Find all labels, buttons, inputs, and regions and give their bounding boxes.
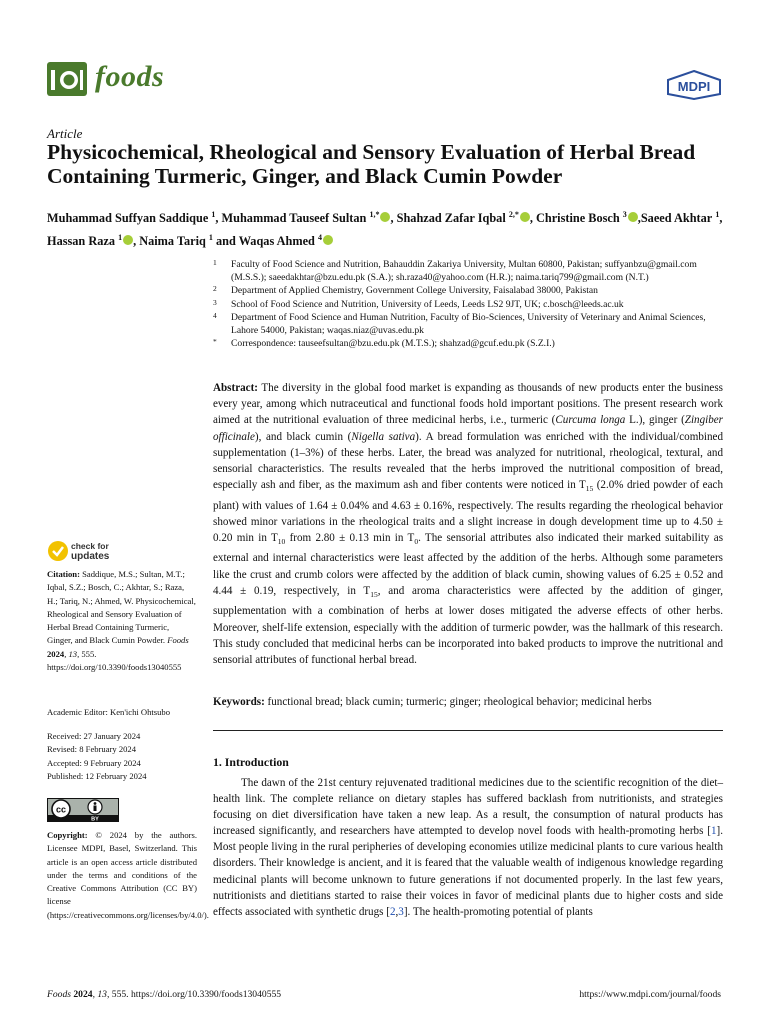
author-name: Shahzad Zafar Iqbal [396, 211, 506, 226]
author-affiliation-mark: 2,* [508, 210, 519, 219]
check-for-updates-button[interactable] [47, 540, 127, 564]
foods-logo-icon [47, 62, 87, 96]
citation-doi: , 555. https://doi.org/10.3390/foods13040555 [47, 648, 182, 673]
abstract-text: ), and black cumin ( [254, 430, 352, 443]
footer-journal: Foods [47, 989, 71, 1000]
orcid-icon[interactable] [123, 235, 133, 245]
affiliation-text: Correspondence: tauseefsultan@bzu.edu.pk (M.T.S.); shahzad@gcuf.edu.pk (S.Z.I.) [231, 338, 555, 350]
affiliation-text: Department of Food Science and Human Nutrition, Faculty of Bio-Sciences, University of Veterinary and Animal Sciences, Lahore 54000, Pakistan; waqas.niaz@uvas.edu.pk [231, 311, 706, 337]
intro-text: , [395, 905, 399, 918]
keywords [213, 694, 723, 710]
citation-year: 2024 [47, 648, 65, 659]
abstract-text: (2.0% dried powder of each plant) with values of 1.64 ± 0.04% and 4.63 ± 0.16%, respectively. The results regarding the rheological behavior showed minor variations in the rheological traits and a slight increase in dough development time up to 4.50 ± 0.20 min in T [213, 479, 724, 545]
section-divider [213, 730, 723, 731]
affiliations [213, 258, 723, 350]
subscript: 15 [585, 484, 594, 494]
subscript: 10 [277, 537, 286, 547]
intro-body [213, 775, 723, 920]
copyright-label: Copyright: [47, 830, 88, 840]
author-separator: , [390, 211, 397, 226]
affiliation-number: 2 [213, 284, 217, 294]
check-updates-line2: updates [71, 551, 110, 562]
mdpi-logo-icon [666, 70, 722, 100]
intro-text: The dawn of the 21st century rejuvenated traditional medicines due to the scientific recognition of the diet–health link. The complete reliance on dietary staples has suffered backlash from nutritionists, and strategies focusing on diet diversification have taken a new leap. As a result, the consumption of natural products has increased significantly, and researchers have attempted to develop novel foods with health-promoting herbs [ [213, 777, 723, 838]
svg-text:cc: cc [55, 804, 67, 815]
abstract-text: , and aroma characteristics were affected by the addition of ginger, supplementation with a combination of herbs at lower doses mitigated the adverse effects of other herbs. Moreover, shelf-life extension, especially with the addition of turmeric powder, was the hallmark of this research. This study concluded that medicinal herbs can be incorporated into baked products to improve the nutritional and sensorial attributes of functional herbal bread. [213, 584, 723, 666]
article-title: Physicochemical, Rheological and Sensory Evaluation of Herbal Bread Containing Turmeric, Ginger, and Black Cumin Powder [47, 140, 696, 188]
author-name: Muhammad Tauseef Sultan [221, 211, 367, 226]
citation-link[interactable]: 1 [710, 825, 717, 838]
keywords-text: functional bread; black cumin; turmeric; ginger; rheological behavior; medicinal herbs [264, 696, 652, 708]
check-updates-label [71, 541, 109, 562]
author-affiliation-mark: 1 [118, 233, 123, 243]
orcid-icon[interactable] [628, 212, 638, 222]
check-updates-line1: check for [71, 541, 109, 551]
citation-block [47, 568, 197, 674]
citation-text: Saddique, M.S.; Sultan, M.T.; Iqbal, S.Z.; Bosch, C.; Akhtar, S.; Raza, H.; Tariq, N.; Ahmed, W. Physicochemical, Rheological and Sensory Evaluation of Herbal Bread Containing Turmeric, Ginger, and Black Cumin Powder. [47, 569, 196, 646]
cc-by-license-icon[interactable] [47, 798, 119, 822]
author-affiliation-mark: 1 [211, 210, 216, 219]
abstract-text: The diversity in the global food market is expanding as thousands of new products enter the business every year, among which nutraceutical and functional foods hold important positions. The present research work aimed at the nutritional evaluation of three medicinal herbs, i.e., turmeric ( [213, 382, 723, 427]
author-name: Saeed Akhtar [640, 211, 713, 226]
author-separator: , [719, 211, 723, 226]
publisher-name: MDPI [677, 79, 711, 94]
citation-volume: , 13 [64, 648, 78, 659]
intro-text: ]. The health-promoting potential of plants [403, 905, 593, 918]
citation-journal: Foods [167, 635, 189, 646]
affiliation-text: Faculty of Food Science and Nutrition, Bahauddin Zakariya University, Multan 60800, Pakistan; suffyanbzu@gmail.com (M.S.S.); saeedakhtar@bzu.edu.pk (S.A.); sh.raza40@yahoo.com (H.R.); naima.tariq799@gmail.com (N.T.) [231, 259, 697, 284]
affiliation-number: 3 [213, 297, 217, 307]
affiliation-text: Department of Applied Chemistry, Government College University, Faisalabad 38000, Pakistan [231, 285, 598, 297]
journal-url-link[interactable]: https://www.mdpi.com/journal/foods [579, 989, 721, 1000]
abstract-text: . The sensorial attributes also indicated their marked suitability as external and internal characteristics were least affected by the addition of the herbs. Although some parameters like the crust and crumb colors were affected by the addition of black cumin, showing values of 6.25 ± 0.52 and 4.44 ± 0.19, respectively, in T [213, 532, 724, 597]
author-affiliation-mark: 3 [622, 210, 627, 219]
intro-text: ]. Most people living in the rural peripheries of developing economies utilize medicinal plants to cure various health disorders. Their knowledge is ancient, and it is feared that the valuable wealth of indigenous knowledge regarding medicinal plants will become unknown to future generations if not documented properly. In the last few years, nutritionists and dietitians started to raise their voices in favor of medicinal plants due to higher costs and side effects associated with synthetic drugs [ [213, 825, 723, 918]
abstract-text: L.), ginger ( [625, 414, 685, 427]
subscript: 15 [370, 590, 378, 600]
author-separator: and [212, 234, 239, 249]
author-list [47, 205, 737, 251]
copyright-text: © 2024 by the authors. Licensee MDPI, Basel, Switzerland. This article is an open access article distributed under the terms and conditions of the Creative Commons Attribution (CC BY) license (https://creativecommons.org/licenses/by/4.0/). [47, 830, 209, 920]
keywords-label: Keywords: [213, 696, 265, 708]
orcid-icon[interactable] [323, 235, 333, 245]
abstract [213, 380, 723, 668]
intro-heading: 1. Introduction [213, 755, 289, 769]
academic-editor: Academic Editor: Ken'ichi Ohtsubo [47, 707, 171, 717]
footer-year: 2024 [70, 989, 93, 1000]
cc-label: BY [91, 816, 99, 822]
author-name: Naima Tariq [139, 234, 206, 249]
affiliation-item [213, 298, 723, 311]
author-affiliation-mark: 1,* [369, 210, 380, 219]
author-name: Waqas Ahmed [238, 234, 315, 249]
footer-citation [47, 989, 281, 1000]
author-separator: , [529, 211, 536, 226]
affiliation-number: 1 [213, 258, 217, 267]
affiliation-number: * [213, 337, 217, 347]
footer-volume: , 13 [92, 989, 107, 1000]
article-type: Article [47, 126, 83, 141]
affiliation-item [213, 311, 723, 337]
citation-label: Citation: [47, 569, 80, 579]
author-separator: , [133, 234, 140, 249]
affiliation-text: School of Food Science and Nutrition, University of Leeds, Leeds LS2 9JT, UK; c.bosch@leeds.ac.uk [231, 298, 624, 310]
footer-doi: , 555. https://doi.org/10.3390/foods13040555 [106, 989, 282, 1000]
check-updates-icon [47, 540, 69, 562]
author-affiliation-mark: 1 [715, 210, 720, 219]
accepted-date: Accepted: 9 February 2024 [47, 757, 141, 768]
author-affiliation-mark: 1 [208, 233, 213, 243]
citation-link[interactable]: 2 [389, 905, 396, 918]
affiliation-item [213, 284, 723, 297]
subscript: 0 [414, 537, 419, 547]
orcid-icon[interactable] [380, 212, 390, 222]
affiliation-number: 4 [213, 310, 217, 320]
species-name: Zingiber officinale [213, 414, 723, 443]
abstract-text: from 2.80 ± 0.13 min in T [285, 532, 415, 545]
published-date: Published: 12 February 2024 [47, 770, 147, 781]
species-name: Curcuma longa [555, 414, 626, 427]
species-name: Nigella sativa [351, 430, 416, 443]
abstract-text: ). A bread formulation was enriched with the individual/combined supplementation (1–3%) of these herbs. Later, the bread was analyzed for nutritional, rheological, textural, and sensorial characteristics. The results revealed that the herbs improved the nutritional composition of bread, especially ash and fiber, as the maximum ash and fiber contents were noticed in T [213, 430, 723, 492]
citation-link[interactable]: 3 [398, 905, 404, 918]
affiliation-item [213, 258, 723, 284]
article-dates [47, 730, 202, 783]
affiliation-item [213, 337, 723, 350]
author-name: Christine Bosch [535, 211, 620, 226]
revised-date: Revised: 8 February 2024 [47, 744, 137, 755]
orcid-icon[interactable] [520, 212, 530, 222]
author-separator: , [215, 211, 222, 226]
journal-name: foods [95, 60, 165, 93]
author-name: Muhammad Suffyan Saddique [47, 211, 209, 226]
abstract-label: Abstract: [213, 382, 258, 394]
author-separator: , [637, 211, 641, 226]
author-affiliation-mark: 4 [317, 233, 322, 243]
received-date: Received: 27 January 2024 [47, 731, 141, 741]
copyright-notice [47, 829, 209, 922]
author-name: Hassan Raza [47, 234, 115, 249]
